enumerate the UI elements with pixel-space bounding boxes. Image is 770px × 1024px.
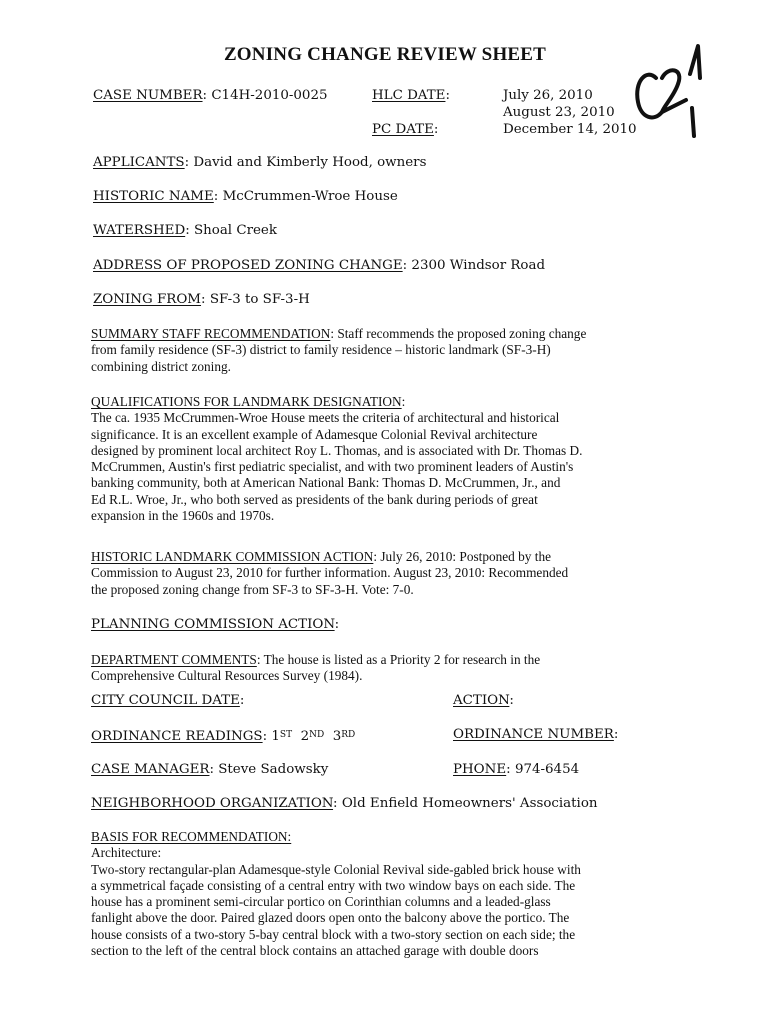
address-value: 2300 Windsor Road <box>411 258 546 273</box>
summary-section: SUMMARY STAFF RECOMMENDATION: Staff recommends the proposed zoning change from family residence (SF-3) district to family residence – historic landmark (SF-3-H) combining district zoning. <box>91 326 683 375</box>
department-comments-line-1: The house is listed as a Priority 2 for research in the <box>263 652 541 667</box>
basis-line-6: section to the left of the central block contains an attached garage with double doors <box>91 943 539 959</box>
hlc-action-line-3: the proposed zoning change from SF-3 to SF-3-H. Vote: 7-0. <box>91 581 414 597</box>
historic-name-row: HISTORIC NAME: McCrummen-Wroe House <box>93 189 398 204</box>
summary-line-3: combining district zoning. <box>91 358 231 374</box>
summary-line-2: from family residence (SF-3) district to family residence – historic landmark (SF-3-H) <box>91 342 551 358</box>
neighborhood-value: Old Enfield Homeowners' Association <box>341 796 598 811</box>
qualifications-line-4: McCrummen, Austin's first pediatric specialist, and with two prominent leaders of Austin's <box>91 459 574 475</box>
summary-line-1: Staff recommends the proposed zoning change <box>337 326 587 341</box>
hlc-date-value-1: July 26, 2010 <box>503 88 593 103</box>
historic-name-label: HISTORIC NAME <box>93 189 214 204</box>
page-title: ZONING CHANGE REVIEW SHEET <box>223 44 547 65</box>
hlc-action-line-2: Commission to August 23, 2010 for further information. August 23, 2010: Recommended <box>91 565 569 581</box>
planning-action-label: PLANNING COMMISSION ACTION <box>91 617 335 632</box>
reading-3-suffix: RD <box>341 730 356 740</box>
applicants-row: APPLICANTS: David and Kimberly Hood, owners <box>93 155 427 170</box>
action-row: ACTION: <box>453 693 514 708</box>
city-council-date-row: CITY COUNCIL DATE: <box>91 693 245 708</box>
case-manager-value: Steve Sadowsky <box>218 762 329 777</box>
basis-label: BASIS FOR RECOMMENDATION: <box>91 829 292 844</box>
department-comments-line-2: Comprehensive Cultural Resources Survey (1984). <box>91 668 363 684</box>
historic-name-value: McCrummen-Wroe House <box>222 189 398 204</box>
hlc-action-label: HISTORIC LANDMARK COMMISSION ACTION <box>91 549 374 564</box>
city-council-date-label: CITY COUNCIL DATE <box>91 693 240 708</box>
qualifications-line-2: significance. It is an excellent example of Adamesque Colonial Revival architecture <box>91 426 538 442</box>
basis-section <box>91 829 683 959</box>
basis-line-5: house consists of a two-story 5-bay central block with a two-story section on each side; the <box>91 926 576 942</box>
reading-2-suffix: ND <box>309 730 325 740</box>
case-number-label: CASE NUMBER <box>93 88 203 103</box>
qualifications-line-5: banking community, both at American National Bank: Thomas D. McCrummen, Jr., and <box>91 475 561 491</box>
reading-1: 1 <box>271 729 280 744</box>
watershed-row: WATERSHED: Shoal Creek <box>93 223 277 238</box>
neighborhood-row: NEIGHBORHOOD ORGANIZATION: Old Enfield Homeowners' Association <box>91 796 598 811</box>
handwritten-mark <box>628 38 718 138</box>
case-number-row: CASE NUMBER: C14H-2010-0025 <box>93 88 328 103</box>
qualifications-section: QUALIFICATIONS FOR LANDMARK DESIGNATION: The ca. 1935 McCrummen-Wroe House meets the criteria of architectural and historical significance. It is an excellent example of Adamesque Colonial Revival architecture designed by prominent local architect Roy L. Thomas, and is associated with Dr. Thomas D. McCrummen, Austin's first pediatric specialist, and with two prominent leaders of Austin's banking community, both at American National Bank: Thomas D. McCrummen, Jr., and Ed R.L. Wroe, Jr., who both served as presidents of the bank during periods of great expansion in the 1960s and 1970s. <box>91 394 683 524</box>
basis-sublabel: Architecture: <box>91 845 162 861</box>
pc-date-label: PC DATE <box>372 122 434 137</box>
department-comments-label: DEPARTMENT COMMENTS <box>91 652 257 667</box>
phone-label: PHONE <box>453 762 507 777</box>
hlc-action-section: HISTORIC LANDMARK COMMISSION ACTION: July 26, 2010: Postponed by the Commission to August 23, 2010 for further information. August 23, 2010: Recommended the proposed zoning change from SF-3 to SF-3-H. Vote: 7-0. <box>91 549 683 598</box>
case-manager-row: CASE MANAGER: Steve Sadowsky <box>91 762 329 777</box>
hlc-date-value-2: August 23, 2010 <box>503 105 615 120</box>
qualifications-line-6: Ed R.L. Wroe, Jr., who both served as presidents of the bank during periods of great <box>91 491 538 507</box>
case-number-value: C14H-2010-0025 <box>211 88 328 103</box>
phone-row: PHONE: 974-6454 <box>453 762 580 777</box>
phone-value: 974-6454 <box>514 762 580 777</box>
ordinance-readings-label: ORDINANCE READINGS <box>91 729 263 744</box>
planning-action-row: PLANNING COMMISSION ACTION: <box>91 617 340 632</box>
department-comments-section: DEPARTMENT COMMENTS: The house is listed as a Priority 2 for research in the Comprehensive Cultural Resources Survey (1984). <box>91 652 683 685</box>
ordinance-number-row: ORDINANCE NUMBER: <box>453 727 619 742</box>
address-row: ADDRESS OF PROPOSED ZONING CHANGE: 2300 Windsor Road <box>93 258 546 273</box>
ordinance-readings-row: ORDINANCE READINGS: 1ST 2ND 3RD <box>91 729 356 744</box>
basis-line-3: house has a prominent semi-circular portico on Corinthian columns and a leaded-glass <box>91 894 551 910</box>
neighborhood-label: NEIGHBORHOOD ORGANIZATION <box>91 796 334 811</box>
hlc-date-row: HLC DATE: <box>372 88 450 103</box>
case-manager-label: CASE MANAGER <box>91 762 210 777</box>
qualifications-label: QUALIFICATIONS FOR LANDMARK DESIGNATION <box>91 394 402 409</box>
applicants-label: APPLICANTS <box>93 155 185 170</box>
reading-2: 2 <box>300 729 310 744</box>
qualifications-line-7: expansion in the 1960s and 1970s. <box>91 508 275 524</box>
hlc-date-label: HLC DATE <box>372 88 446 103</box>
qualifications-line-3: designed by prominent local architect Roy L. Thomas, and is associated with Dr. Thomas D. <box>91 442 583 458</box>
basis-line-4: fanlight above the door. Paired glazed doors open onto the balcony above the portico. The <box>91 910 570 926</box>
reading-3: 3 <box>332 729 342 744</box>
watershed-label: WATERSHED <box>93 223 186 238</box>
qualifications-line-1: The ca. 1935 McCrummen-Wroe House meets the criteria of architectural and historical <box>91 410 560 426</box>
action-label: ACTION <box>453 693 510 708</box>
pc-date-row: PC DATE: <box>372 122 439 137</box>
zoning-from-label: ZONING FROM <box>93 292 202 307</box>
applicants-value: David and Kimberly Hood, owners <box>193 155 427 170</box>
watershed-value: Shoal Creek <box>193 223 277 238</box>
hlc-action-line-1: July 26, 2010: Postponed by the <box>380 549 552 564</box>
summary-label: SUMMARY STAFF RECOMMENDATION <box>91 326 331 341</box>
address-label: ADDRESS OF PROPOSED ZONING CHANGE <box>93 258 403 273</box>
basis-line-2: a symmetrical façade consisting of a central entry with two window bays on each side. The <box>91 877 576 893</box>
zoning-from-row: ZONING FROM: SF-3 to SF-3-H <box>93 292 310 307</box>
zoning-from-value: SF-3 to SF-3-H <box>209 292 310 307</box>
ordinance-number-label: ORDINANCE NUMBER <box>453 727 614 742</box>
reading-1-suffix: ST <box>279 730 293 740</box>
basis-line-1: Two-story rectangular-plan Adamesque-style Colonial Revival side-gabled brick house with <box>91 861 581 877</box>
pc-date-value: December 14, 2010 <box>503 122 637 137</box>
